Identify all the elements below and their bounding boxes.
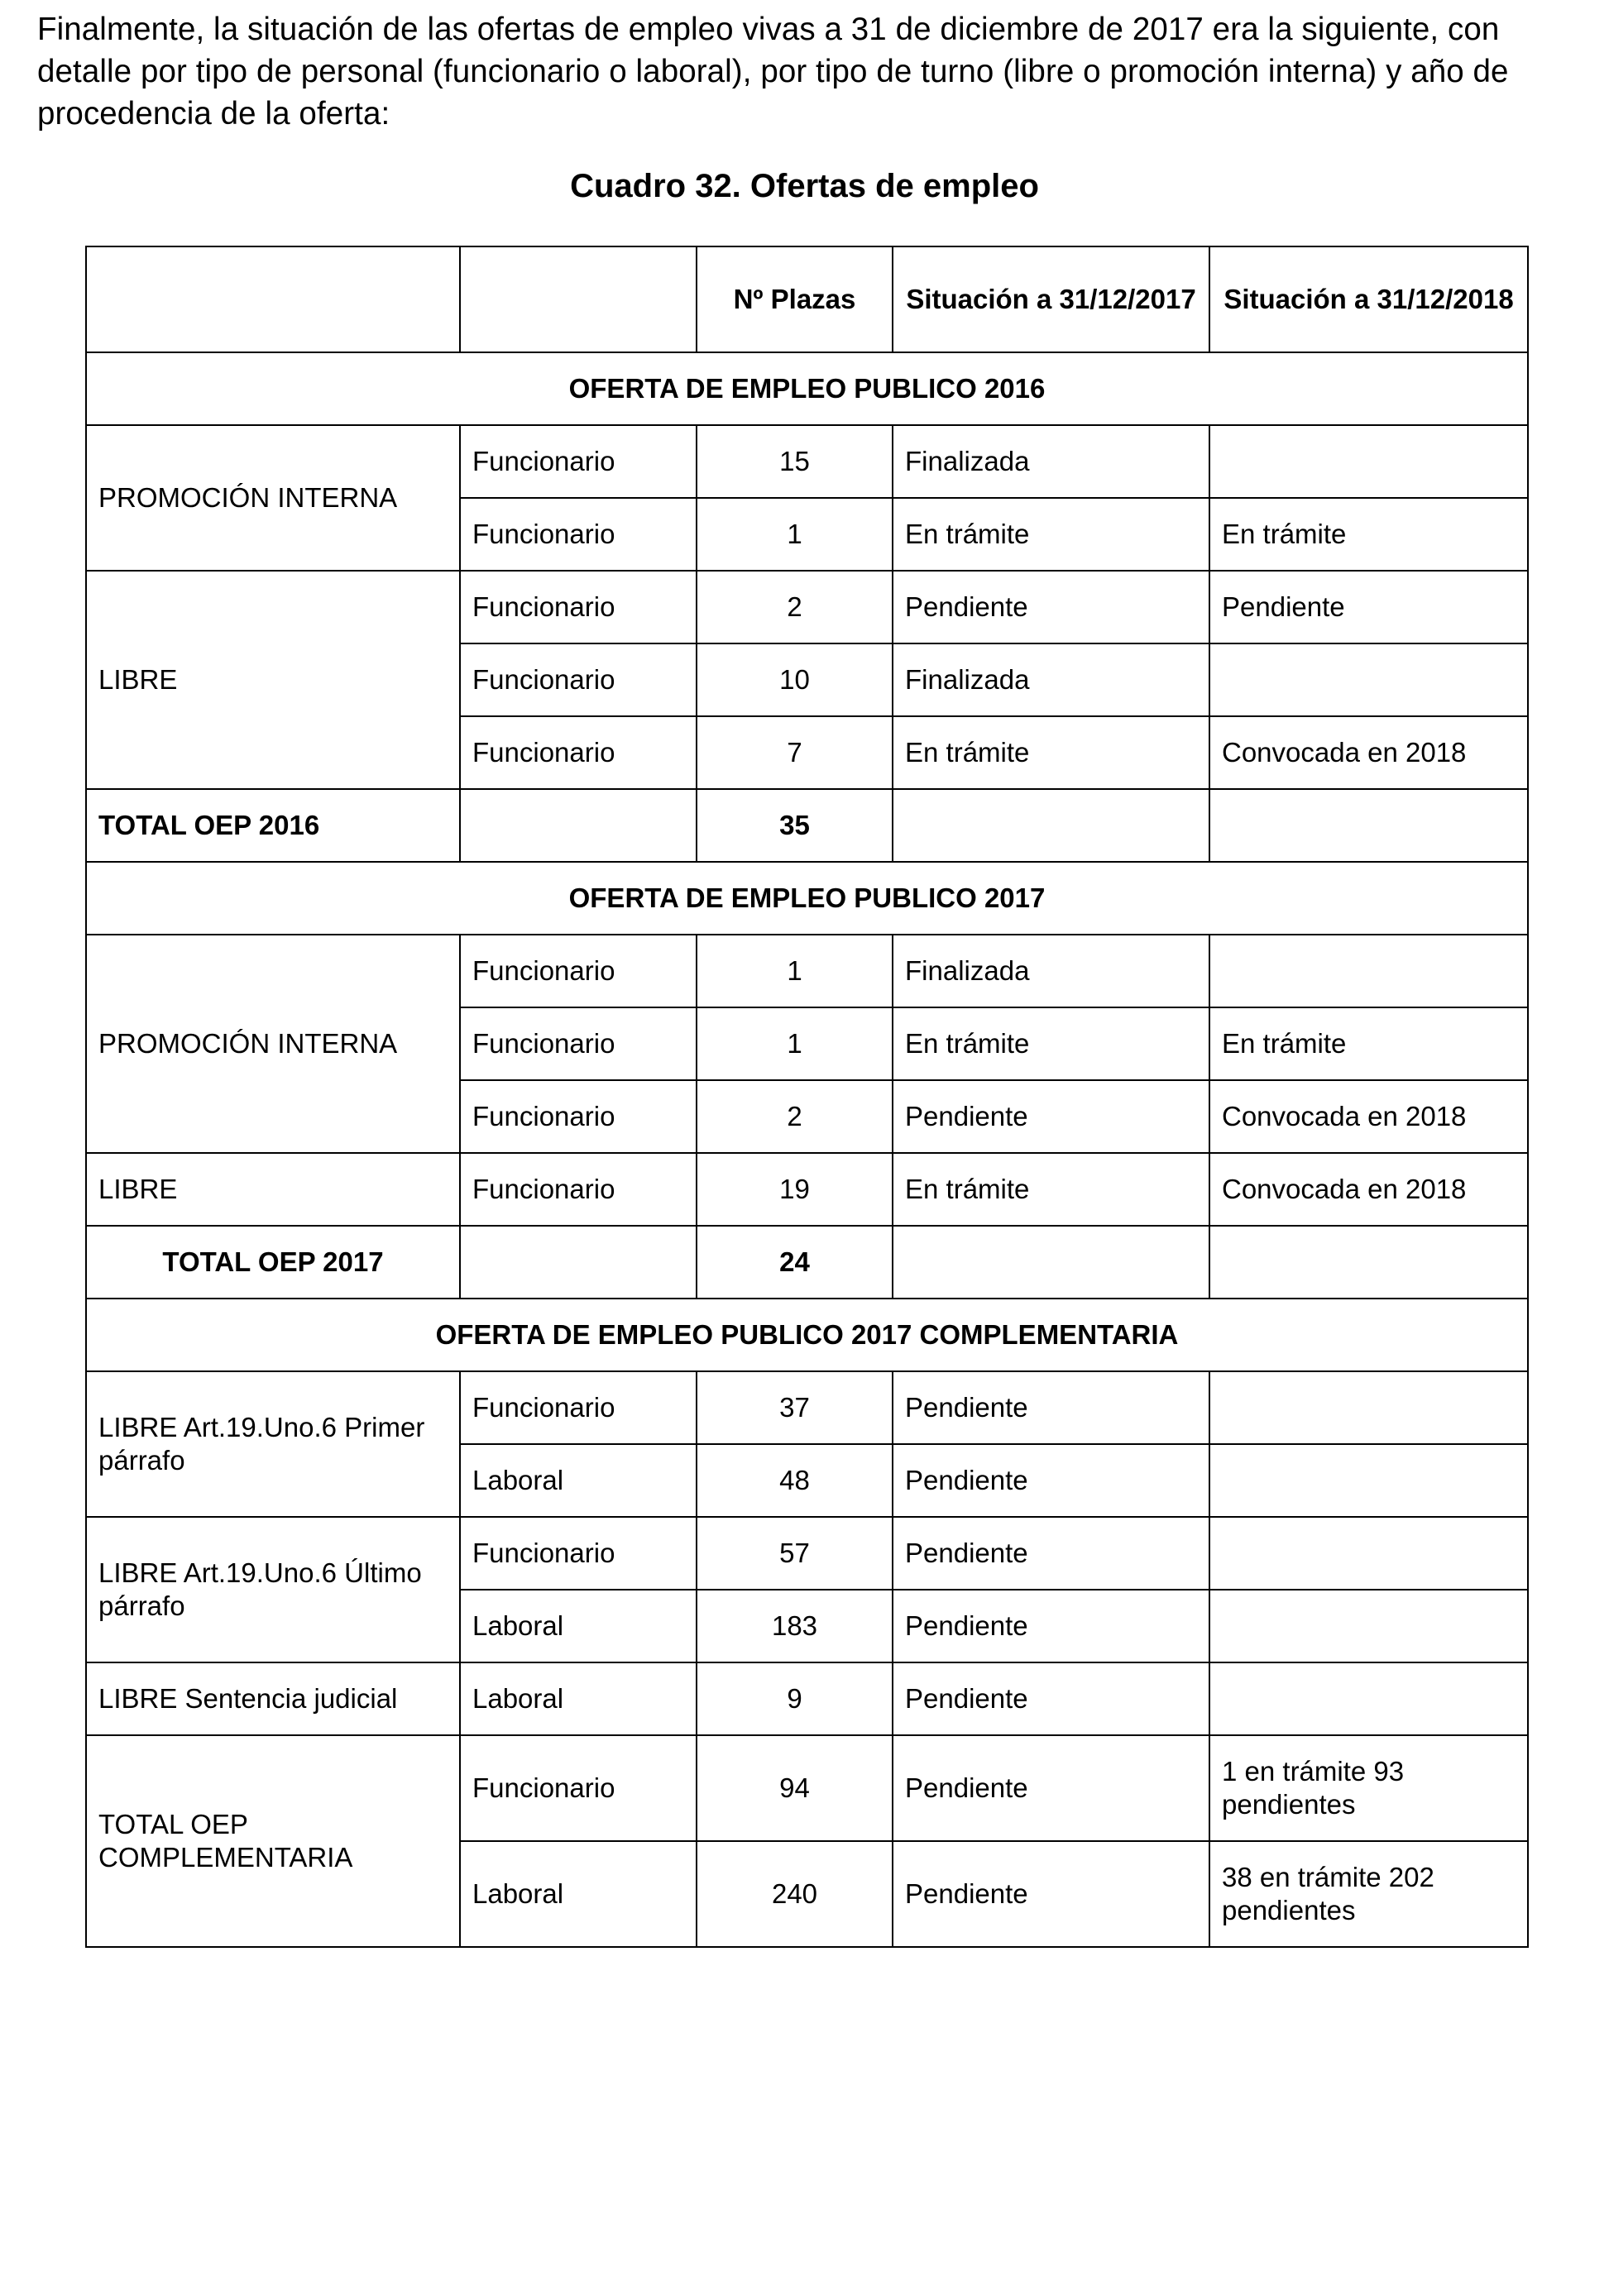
tipo-cell: Funcionario [460, 425, 697, 498]
tipo-cell: Funcionario [460, 1735, 697, 1841]
plazas-cell: 2 [697, 1080, 893, 1153]
situacion-2018-cell [1209, 1226, 1528, 1299]
situacion-2017-cell: Pendiente [893, 1517, 1209, 1590]
situacion-2017-cell: Finalizada [893, 425, 1209, 498]
plazas-cell: 15 [697, 425, 893, 498]
group-label: LIBRE Art.19.Uno.6 Primer párrafo [86, 1371, 460, 1517]
tipo-cell [460, 1226, 697, 1299]
plazas-cell: 37 [697, 1371, 893, 1444]
situacion-2018-cell: Convocada en 2018 [1209, 1153, 1528, 1226]
plazas-cell: 183 [697, 1590, 893, 1662]
plazas-cell: 7 [697, 716, 893, 789]
section-title-oep-2016: OFERTA DE EMPLEO PUBLICO 2016 [86, 352, 1528, 425]
plazas-cell: 48 [697, 1444, 893, 1517]
group-label: LIBRE Art.19.Uno.6 Último párrafo [86, 1517, 460, 1662]
table-header-row [86, 246, 1528, 352]
situacion-2018-cell: Convocada en 2018 [1209, 716, 1528, 789]
header-blank-2 [460, 246, 697, 352]
group-label: LIBRE [86, 1153, 460, 1226]
tipo-cell: Funcionario [460, 1007, 697, 1080]
situacion-2018-cell: En trámite [1209, 498, 1528, 571]
table-row [86, 1662, 1528, 1735]
situacion-2018-cell [1209, 1662, 1528, 1735]
section-title-row [86, 862, 1528, 935]
tipo-cell: Laboral [460, 1590, 697, 1662]
situacion-2017-cell: En trámite [893, 1153, 1209, 1226]
tipo-cell: Funcionario [460, 1153, 697, 1226]
table-row [86, 1153, 1528, 1226]
tipo-cell: Funcionario [460, 935, 697, 1007]
table-row [86, 425, 1528, 498]
total-label: TOTAL OEP 2016 [86, 789, 460, 862]
header-situacion-2018: Situación a 31/12/2018 [1209, 246, 1528, 352]
plazas-cell: 19 [697, 1153, 893, 1226]
situacion-2018-cell [1209, 1590, 1528, 1662]
intro-paragraph: Finalmente, la situación de las ofertas de empleo vivas a 31 de diciembre de 2017 era la siguiente, con detalle por tipo de personal (funcionario o laboral), por tipo de turno (libre o promoción interna) y año de procedencia de la oferta: [37, 12, 1509, 132]
situacion-2017-cell: Pendiente [893, 1590, 1209, 1662]
situacion-2018-cell: Convocada en 2018 [1209, 1080, 1528, 1153]
tipo-cell: Funcionario [460, 1371, 697, 1444]
situacion-2017-cell: Pendiente [893, 1080, 1209, 1153]
situacion-2018-cell [1209, 1517, 1528, 1590]
situacion-2017-cell: Pendiente [893, 571, 1209, 643]
situacion-2017-cell [893, 1226, 1209, 1299]
total-plazas: 24 [697, 1226, 893, 1299]
table-row [86, 935, 1528, 1007]
total-label: TOTAL OEP COMPLEMENTARIA [86, 1735, 460, 1947]
header-blank-1 [86, 246, 460, 352]
table-caption: Cuadro 32. Ofertas de empleo [570, 168, 1039, 204]
group-label: LIBRE Sentencia judicial [86, 1662, 460, 1735]
tipo-cell: Funcionario [460, 1517, 697, 1590]
situacion-2017-cell: Finalizada [893, 935, 1209, 1007]
situacion-2018-cell [1209, 425, 1528, 498]
situacion-2018-cell: En trámite [1209, 1007, 1528, 1080]
situacion-2017-cell: Finalizada [893, 643, 1209, 716]
tipo-cell: Funcionario [460, 643, 697, 716]
ofertas-empleo-table [85, 246, 1529, 1948]
group-label: LIBRE [86, 571, 460, 789]
table-row [86, 571, 1528, 643]
total-label: TOTAL OEP 2017 [86, 1226, 460, 1299]
situacion-2018-cell [1209, 1444, 1528, 1517]
tipo-cell: Laboral [460, 1444, 697, 1517]
total-row [86, 1226, 1528, 1299]
situacion-2017-cell: En trámite [893, 498, 1209, 571]
tipo-cell: Laboral [460, 1841, 697, 1947]
plazas-cell: 1 [697, 935, 893, 1007]
situacion-2018-cell [1209, 935, 1528, 1007]
situacion-2018-cell [1209, 643, 1528, 716]
plazas-cell: 1 [697, 1007, 893, 1080]
situacion-2018-cell: 38 en trámite 202 pendientes [1209, 1841, 1528, 1947]
tipo-cell [460, 789, 697, 862]
group-label: PROMOCIÓN INTERNA [86, 425, 460, 571]
plazas-cell: 57 [697, 1517, 893, 1590]
situacion-2017-cell [893, 789, 1209, 862]
tipo-cell: Funcionario [460, 498, 697, 571]
table-row [86, 1517, 1528, 1590]
tipo-cell: Funcionario [460, 1080, 697, 1153]
situacion-2018-cell: Pendiente [1209, 571, 1528, 643]
situacion-2018-cell [1209, 789, 1528, 862]
plazas-cell: 240 [697, 1841, 893, 1947]
tipo-cell: Funcionario [460, 716, 697, 789]
situacion-2018-cell [1209, 1371, 1528, 1444]
table-row [86, 1735, 1528, 1841]
situacion-2017-cell: Pendiente [893, 1662, 1209, 1735]
situacion-2017-cell: En trámite [893, 1007, 1209, 1080]
plazas-cell: 9 [697, 1662, 893, 1735]
tipo-cell: Funcionario [460, 571, 697, 643]
plazas-cell: 1 [697, 498, 893, 571]
header-situacion-2017: Situación a 31/12/2017 [893, 246, 1209, 352]
section-title-oep-2017-complementaria: OFERTA DE EMPLEO PUBLICO 2017 COMPLEMENTARIA [86, 1299, 1528, 1371]
header-plazas: Nº Plazas [697, 246, 893, 352]
table-row [86, 1371, 1528, 1444]
situacion-2017-cell: En trámite [893, 716, 1209, 789]
situacion-2017-cell: Pendiente [893, 1735, 1209, 1841]
plazas-cell: 94 [697, 1735, 893, 1841]
section-title-row [86, 1299, 1528, 1371]
total-plazas: 35 [697, 789, 893, 862]
situacion-2018-cell: 1 en trámite 93 pendientes [1209, 1735, 1528, 1841]
section-title-oep-2017: OFERTA DE EMPLEO PUBLICO 2017 [86, 862, 1528, 935]
situacion-2017-cell: Pendiente [893, 1841, 1209, 1947]
situacion-2017-cell: Pendiente [893, 1371, 1209, 1444]
plazas-cell: 10 [697, 643, 893, 716]
situacion-2017-cell: Pendiente [893, 1444, 1209, 1517]
section-title-row [86, 352, 1528, 425]
group-label: PROMOCIÓN INTERNA [86, 935, 460, 1153]
plazas-cell: 2 [697, 571, 893, 643]
tipo-cell: Laboral [460, 1662, 697, 1735]
total-row [86, 789, 1528, 862]
